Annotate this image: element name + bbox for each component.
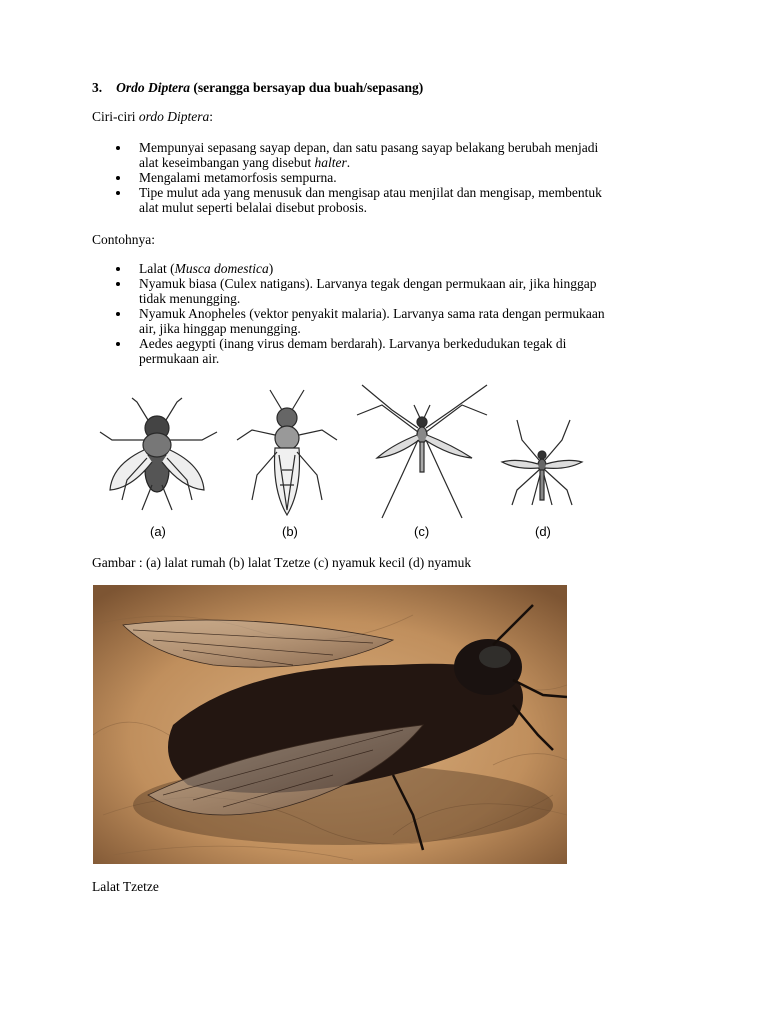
intro-prefix: Ciri-ciri <box>92 109 139 124</box>
tsetse-drawing <box>237 390 337 515</box>
examples-label: Contohnya: <box>92 232 155 247</box>
list-item-text: Lalat ( <box>139 261 175 276</box>
list-item <box>92 336 692 366</box>
list-item-italic: halter <box>314 155 347 170</box>
section-title-rest: (serangga bersayap dua buah/sepasang) <box>193 80 424 95</box>
list-item-italic: Musca domestica <box>174 261 269 276</box>
list-item-text: Aedes aegypti (inang virus demam berdarah). Larvanya berkedudukan tegak di <box>139 336 567 351</box>
list-item-text: . <box>346 155 351 170</box>
list-item-text: tidak menungging. <box>139 291 241 306</box>
tsetse-fly-photo <box>93 585 567 864</box>
tsetse-photo-image <box>93 585 567 864</box>
characteristics-list <box>92 140 692 215</box>
mosquito-d-drawing <box>502 420 582 505</box>
list-item <box>92 306 692 336</box>
list-item <box>92 276 692 306</box>
list-item-text: Tipe mulut ada yang menusuk dan mengisap atau menjilat dan mengisap, membentuk <box>139 185 602 200</box>
list-item-text: alat keseimbangan yang disebut <box>139 155 315 170</box>
insect-illustrations <box>92 380 592 540</box>
list-item-text: Nyamuk Anopheles (vektor penyakit malaria). Larvanya sama rata dengan permukaan <box>139 306 605 321</box>
figure-label-b: (b) <box>282 524 298 539</box>
list-item <box>92 261 692 276</box>
list-item-text: alat mulut seperti belalai disebut probosis. <box>139 200 367 215</box>
list-item-text: Nyamuk biasa (Culex natigans). Larvanya tegak dengan permukaan air, jika hinggap <box>139 276 597 291</box>
examples-list <box>92 261 692 366</box>
section-number: 3. <box>92 80 103 95</box>
list-item-text: air, jika hinggap menungging. <box>139 321 301 336</box>
housefly-drawing <box>100 398 217 510</box>
intro-italic: ordo Diptera <box>138 109 210 124</box>
figure-label-d: (d) <box>535 524 551 539</box>
figure-label-c: (c) <box>414 524 430 539</box>
mosquito-c-drawing <box>357 385 487 518</box>
list-item <box>92 185 692 215</box>
list-item-text: Mengalami metamorfosis sempurna. <box>139 170 337 185</box>
list-item-text: ) <box>268 261 274 276</box>
list-item <box>92 140 692 170</box>
section-title-italic: Ordo Diptera <box>116 80 190 95</box>
section-heading <box>92 80 423 95</box>
list-item <box>92 170 692 185</box>
list-item-text: permukaan air. <box>139 351 220 366</box>
list-item-text: Mempunyai sepasang sayap depan, dan satu pasang sayap belakang berubah menjadi <box>139 140 599 155</box>
figure-caption: Gambar : (a) lalat rumah (b) lalat Tzetze (c) nyamuk kecil (d) nyamuk <box>92 555 472 570</box>
intro-suffix: : <box>209 109 214 124</box>
photo-caption: Lalat Tzetze <box>92 879 159 894</box>
characteristics-intro <box>92 109 213 124</box>
figure-label-a: (a) <box>150 524 166 539</box>
